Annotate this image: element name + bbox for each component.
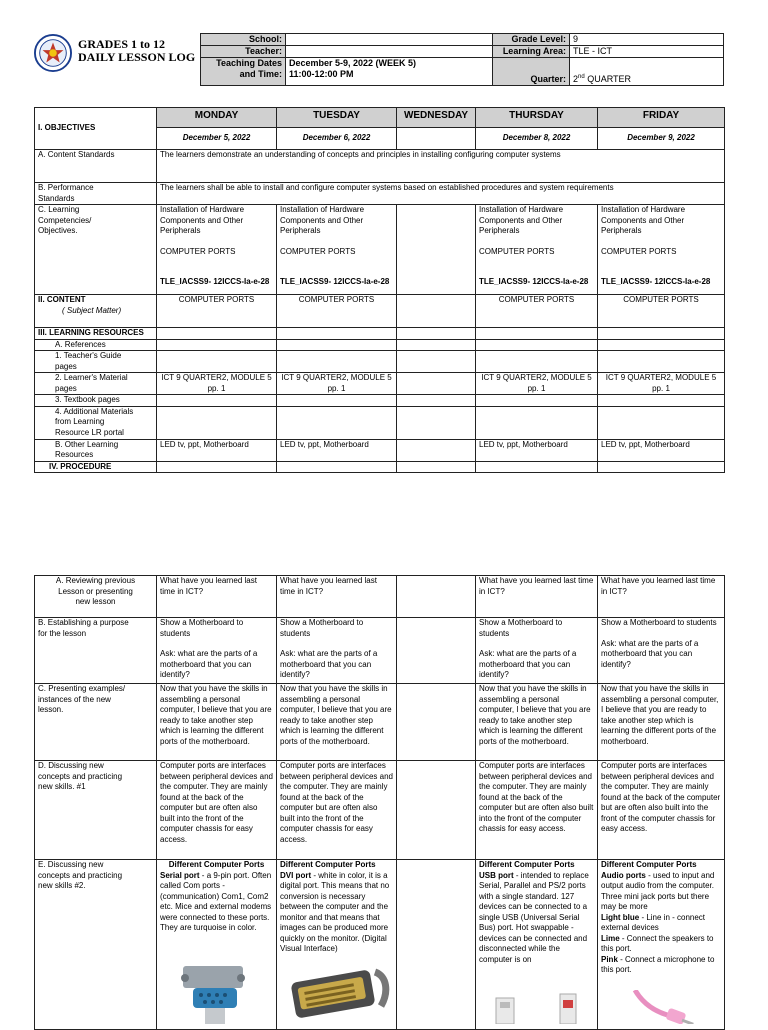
day-thursday: THURSDAY xyxy=(476,108,598,128)
content-wednesday xyxy=(397,295,476,328)
additional-materials-label: 4. Additional Materials from Learning Resource LR portal xyxy=(35,406,157,439)
reviewing-thursday: What have you learned last time in ICT? xyxy=(476,576,598,618)
area-value: TLE - ICT xyxy=(570,46,724,58)
date-wednesday xyxy=(397,128,476,150)
content-label: II. CONTENT ( Subject Matter) xyxy=(35,295,157,328)
discussing2-thursday: Different Computer Ports USB port - intended to replace Serial, Parallel and PS/2 ports with a single standard. 127 devices can be connected to a single USB (Universal Serial Bus) port. Hot swappable - devices can be connected and disconnected while the computer is on xyxy=(476,860,598,1030)
content-friday: COMPUTER PORTS xyxy=(598,295,725,328)
school-value xyxy=(286,34,493,46)
performance-standards-text: The learners shall be able to install and configure computer systems based on established procedures and system requirements xyxy=(157,183,725,205)
reviewing-label: A. Reviewing previous Lesson or presenting new lesson xyxy=(35,576,157,618)
discussing1-tuesday: Computer ports are interfaces between peripheral devices and the computer. They are mainly found at the back of the computer but are often also built into the front of the computer chassis for easy access. xyxy=(277,761,397,860)
discussing1-thursday: Computer ports are interfaces between peripheral devices and the computer. They are mainly found at the back of the computer but are often also built into the front of the computer chassis for easy access. xyxy=(476,761,598,860)
dates-label: Teaching Dates and Time: xyxy=(201,58,286,86)
reviewing-monday: What have you learned last time in ICT? xyxy=(157,576,277,618)
reviewing-tuesday: What have you learned last time in ICT? xyxy=(277,576,397,618)
serial-port-image xyxy=(165,960,265,1024)
area-label: Learning Area: xyxy=(493,46,570,58)
competencies-friday: Installation of Hardware Components and Other Peripherals COMPUTER PORTS TLE_IACSS9- 12ICCS-Ia-e-28 xyxy=(598,205,725,295)
discussing1-friday: Computer ports are interfaces between peripheral devices and the computer. They are mainly found at the back of the computer but are often also built into the front of the computer chassis for easy access. xyxy=(598,761,725,860)
learning-resources-label: III. LEARNING RESOURCES xyxy=(35,328,157,340)
usb-port-image xyxy=(492,990,592,1024)
audio-jack-image xyxy=(625,990,705,1024)
date-thursday: December 8, 2022 xyxy=(476,128,598,150)
reviewing-friday: What have you learned last time in ICT? xyxy=(598,576,725,618)
day-monday: MONDAY xyxy=(157,108,277,128)
school-label: School: xyxy=(201,34,286,46)
discussing2-friday: Different Computer Ports Audio ports - used to input and output audio from the computer. Three mini jack ports but there may be more Light blue - Line in - connect external devices Lime - Connect the speakers to this port. Pink - Connect a microphone to this port. xyxy=(598,860,725,1030)
lm-monday: ICT 9 QUARTER2, MODULE 5 pp. 1 xyxy=(157,373,277,395)
day-wednesday: WEDNESDAY xyxy=(397,108,476,128)
teacher-value xyxy=(286,46,493,58)
lm-tuesday: ICT 9 QUARTER2, MODULE 5 pp. 1 xyxy=(277,373,397,395)
references-label: A. References xyxy=(35,339,157,351)
dvi-port-image xyxy=(283,962,395,1022)
competencies-monday: Installation of Hardware Components and Other Peripherals COMPUTER PORTS TLE_IACSS9- 12ICCS-Ia-e-28 xyxy=(157,205,277,295)
learners-material-label: 2. Learner's Material pages xyxy=(35,373,157,395)
dates-value-line1: December 5-9, 2022 (WEEK 5) xyxy=(289,58,417,68)
teachers-guide-label: 1. Teacher's Guide pages xyxy=(35,351,157,373)
discussing2-tuesday: Different Computer Ports DVI port - white in color, it is a digital port. This means that no conversion is necessary between the computer and the monitor and that means that images can be produced more quickly on the monitor. (Digital Visual Interface) xyxy=(277,860,397,1030)
quarter-value: 2nd QUARTER xyxy=(570,58,724,86)
presenting-tuesday: Now that you have the skills in assembling a personal computer, I believe that you are ready to take another step which is learning the different ports of the motherboard. xyxy=(277,684,397,761)
brand-title xyxy=(78,38,195,64)
competencies-tuesday: Installation of Hardware Components and Other Peripherals COMPUTER PORTS TLE_IACSS9- 12ICCS-Ia-e-28 xyxy=(277,205,397,295)
content-monday: COMPUTER PORTS xyxy=(157,295,277,328)
day-friday: FRIDAY xyxy=(598,108,725,128)
textbook-label: 3. Textbook pages xyxy=(35,395,157,407)
date-monday: December 5, 2022 xyxy=(157,128,277,150)
discussing1-label: D. Discussing new concepts and practicing new skills. #1 xyxy=(35,761,157,860)
other-monday: LED tv, ppt, Motherboard xyxy=(157,439,277,461)
grade-value: 9 xyxy=(570,34,724,46)
other-friday: LED tv, ppt, Motherboard xyxy=(598,439,725,461)
lm-thursday: ICT 9 QUARTER2, MODULE 5 pp. 1 xyxy=(476,373,598,395)
discussing2-label: E. Discussing new concepts and practicing new skills #2. xyxy=(35,860,157,1030)
dates-value xyxy=(286,58,493,86)
presenting-thursday: Now that you have the skills in assembling a personal computer, I believe that you are ready to take another step which is learning the different ports of the motherboard. xyxy=(476,684,598,761)
content-tuesday: COMPUTER PORTS xyxy=(277,295,397,328)
competencies-label: C. Learning Competencies/ Objectives. xyxy=(35,205,157,295)
performance-standards-label: B. Performance Standards xyxy=(35,183,157,205)
lesson-log-table-1 xyxy=(34,107,725,473)
purpose-friday: Show a Motherboard to students Ask: what are the parts of a motherboard that you can identify? xyxy=(598,618,725,684)
header-info-table xyxy=(200,33,724,86)
lm-friday: ICT 9 QUARTER2, MODULE 5 pp. 1 xyxy=(598,373,725,395)
competencies-thursday: Installation of Hardware Components and Other Peripherals COMPUTER PORTS TLE_IACSS9- 12ICCS-Ia-e-28 xyxy=(476,205,598,295)
presenting-monday: Now that you have the skills in assembling a personal computer, I believe that you are ready to take another step which is learning the different ports of the motherboard. xyxy=(157,684,277,761)
purpose-label: B. Establishing a purpose for the lesson xyxy=(35,618,157,684)
purpose-thursday: Show a Motherboard to students Ask: what are the parts of a motherboard that you can identify? xyxy=(476,618,598,684)
content-standards-label: A. Content Standards xyxy=(35,150,157,183)
brand-line1: GRADES 1 to 12 xyxy=(78,37,166,51)
day-tuesday: TUESDAY xyxy=(277,108,397,128)
quarter-label: Quarter: xyxy=(493,58,570,86)
discussing2-monday: Different Computer Ports Serial port - a 9-pin port. Often called Com ports - (communication) Com1, Com2 etc. Mice and external modems were connected to these ports. They are turquoise in color. xyxy=(157,860,277,1030)
purpose-tuesday: Show a Motherboard to students Ask: what are the parts of a motherboard that you can identify? xyxy=(277,618,397,684)
presenting-label: C. Presenting examples/ instances of the new lesson. xyxy=(35,684,157,761)
grade-label: Grade Level: xyxy=(493,34,570,46)
procedure-label: IV. PROCEDURE xyxy=(35,461,157,473)
other-thursday: LED tv, ppt, Motherboard xyxy=(476,439,598,461)
other-resources-label: B. Other Learning Resources xyxy=(35,439,157,461)
objectives-label: I. OBJECTIVES xyxy=(35,108,157,150)
purpose-monday: Show a Motherboard to students Ask: what are the parts of a motherboard that you can identify? xyxy=(157,618,277,684)
date-tuesday: December 6, 2022 xyxy=(277,128,397,150)
dates-value-line2: 11:00-12:00 PM xyxy=(289,69,354,79)
other-tuesday: LED tv, ppt, Motherboard xyxy=(277,439,397,461)
content-thursday: COMPUTER PORTS xyxy=(476,295,598,328)
teacher-label: Teacher: xyxy=(201,46,286,58)
competencies-wednesday xyxy=(397,205,476,295)
presenting-friday: Now that you have the skills in assembling a personal computer, I believe that you are ready to take another step which is learning the different ports of the motherboard. xyxy=(598,684,725,761)
content-standards-text: The learners demonstrate an understanding of concepts and principles in installing configuring computer systems xyxy=(157,150,725,183)
deped-seal-icon xyxy=(34,34,72,72)
brand-line2: DAILY LESSON LOG xyxy=(78,50,196,64)
discussing1-monday: Computer ports are interfaces between peripheral devices and the computer. They are mainly found at the back of the computer but are often also built into the front of the computer chassis for easy access. xyxy=(157,761,277,860)
date-friday: December 9, 2022 xyxy=(598,128,725,150)
